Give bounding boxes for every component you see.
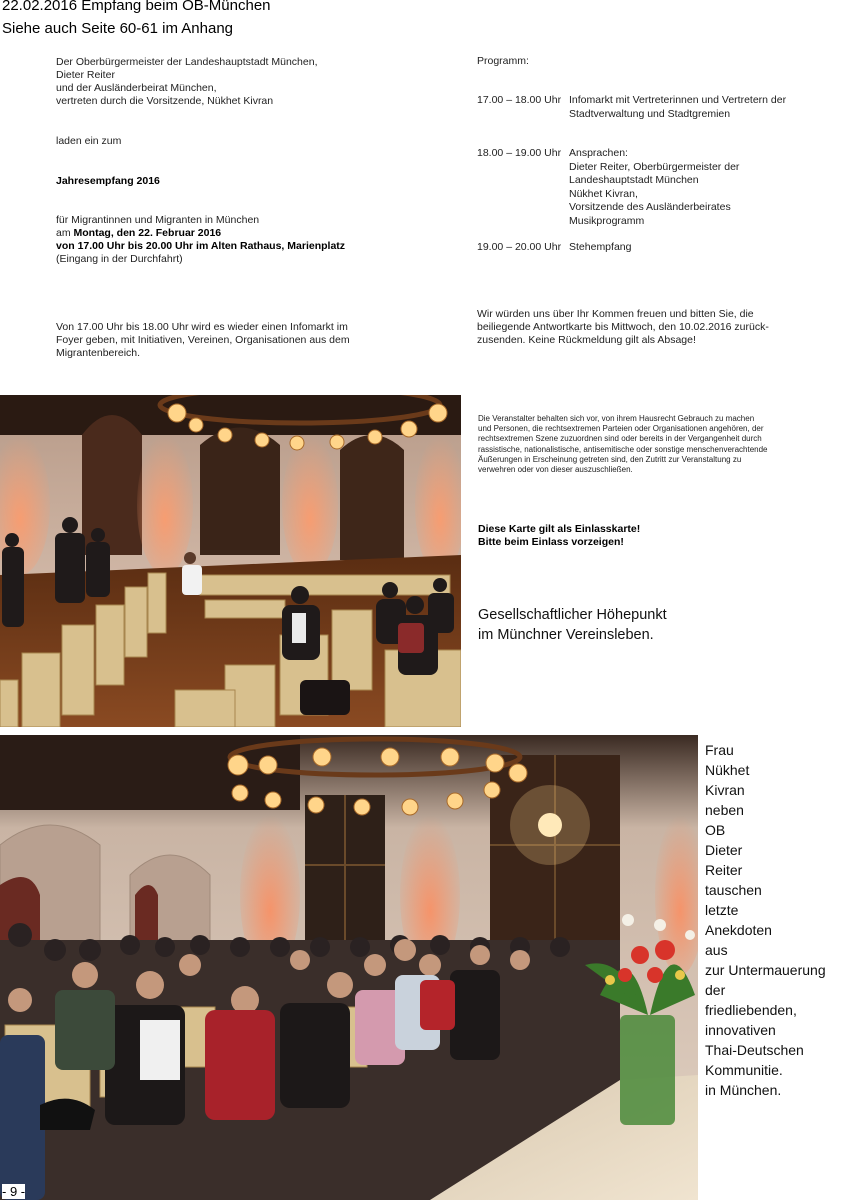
notice-line: und Personen, die rechtsextremen Parteien oder Organisationen angehören, der <box>478 424 764 434</box>
program-desc <box>569 241 631 255</box>
rsvp-line: beiliegende Antwortkarte bis Mittwoch, den 10.02.2016 zurück- <box>477 321 769 333</box>
infomarkt-block <box>56 321 350 360</box>
program-desc-line: Vorsitzende des Ausländerbeirates <box>569 201 731 213</box>
program-time: 19.00 – 20.00 Uhr <box>477 241 562 253</box>
page-title: 22.02.2016 Empfang beim OB-München <box>2 0 271 14</box>
invite-line: laden ein zum <box>56 135 122 147</box>
notice-line: Die Veranstalter behalten sich vor, von ihrem Hausrecht Gebrauch zu machen <box>478 414 755 423</box>
hall-photo-1 <box>0 395 461 727</box>
host-line: und der Ausländerbeirat München, <box>56 82 217 94</box>
date-prefix: am <box>56 227 74 239</box>
infomarkt-line: Migrantenbereich. <box>56 347 141 359</box>
host-line: vertreten durch die Vorsitzende, Nükhet Kivran <box>56 95 274 107</box>
program-desc-line: Ansprachen: <box>569 147 628 159</box>
program-desc <box>569 94 786 121</box>
infomarkt-line: Foyer geben, mit Initiativen, Vereinen, Organisationen aus dem <box>56 334 350 346</box>
program-desc <box>569 147 739 228</box>
entry-line: Bitte beim Einlass vorzeigen! <box>478 536 624 548</box>
program-desc-line: Infomarkt mit Vertreterinnen und Vertretern der <box>569 94 787 106</box>
caption-line: Frau <box>705 742 734 758</box>
entry-line: Diese Karte gilt als Einlasskarte! <box>478 523 641 535</box>
entrance-line: (Eingang in der Durchfahrt) <box>56 253 183 265</box>
highlight-text <box>478 606 667 645</box>
caption-line: Kivran <box>705 782 745 798</box>
infomarkt-line: Von 17.00 Uhr bis 18.00 Uhr wird es wieder einen Infomarkt im <box>56 321 348 333</box>
caption-line: aus <box>705 942 728 958</box>
entry-card-note <box>478 523 640 549</box>
highlight-line: im Münchner Vereinsleben. <box>478 626 654 643</box>
program-desc-line: Musikprogramm <box>569 214 645 227</box>
program-desc-line: Nükhet Kivran, <box>569 187 638 200</box>
rsvp-line: zusenden. Keine Rückmeldung gilt als Absage! <box>477 334 696 346</box>
caption-line: der <box>705 982 726 998</box>
caption-line: in München. <box>705 1082 782 1098</box>
notice-line: Äußerungen in Erscheinung getreten sind, den Zutritt zur Veranstaltung zu <box>478 454 742 464</box>
audience-line: für Migrantinnen und Migranten in München <box>56 214 260 226</box>
program-desc-line: Stehempfang <box>569 241 632 253</box>
house-rules-notice <box>478 414 823 475</box>
notice-line: rassistische, nationalistische, antisemitische oder sonstige menschenverachtende <box>478 444 768 454</box>
caption-line: Reiter <box>705 862 743 878</box>
caption-line: Thai-Deutschen <box>705 1042 804 1058</box>
caption-line: neben <box>705 802 744 818</box>
caption-line: zur Untermauerung <box>705 962 826 978</box>
time-place-line: von 17.00 Uhr bis 20.00 Uhr im Alten Rathaus, Marienplatz <box>56 240 346 252</box>
page-subtitle: Siehe auch Seite 60-61 im Anhang <box>2 20 233 37</box>
caption-line: letzte <box>705 902 739 918</box>
caption-line: Kommunitie. <box>705 1062 783 1078</box>
program-desc-line: Landeshauptstadt München <box>569 174 699 186</box>
photo-caption <box>705 740 826 1100</box>
program-desc-line: Dieter Reiter, Oberbürgermeister der <box>569 160 740 173</box>
rsvp-line: Wir würden uns über Ihr Kommen freuen und bitten Sie, die <box>477 308 754 320</box>
caption-line: innovativen <box>705 1022 776 1038</box>
event-details <box>56 214 345 266</box>
caption-line: Anekdoten <box>705 922 772 938</box>
event-name: Jahresempfang 2016 <box>56 175 160 187</box>
date-bold: Montag, den 22. Februar 2016 <box>73 227 222 239</box>
rsvp-block <box>477 308 769 347</box>
hall-photo-2 <box>0 735 698 1200</box>
notice-line: verwehren oder von dieser auszuschließen. <box>478 465 633 475</box>
host-block <box>56 56 317 108</box>
program-time: 18.00 – 19.00 Uhr <box>477 147 562 159</box>
caption-line: friedliebenden, <box>705 1002 797 1018</box>
date-line <box>56 227 345 240</box>
caption-line: Dieter <box>705 842 743 858</box>
caption-line: Nükhet <box>705 762 750 778</box>
program-time: 17.00 – 18.00 Uhr <box>477 94 562 106</box>
host-line: Dieter Reiter <box>56 69 115 81</box>
page-number: - 9 - <box>2 1184 26 1199</box>
highlight-line: Gesellschaftlicher Höhepunkt <box>478 607 667 623</box>
caption-line: tauschen <box>705 882 762 898</box>
program-heading: Programm: <box>477 55 529 67</box>
host-line: Der Oberbürgermeister der Landeshauptstadt München, <box>56 56 318 68</box>
hall-photo-2-drawing <box>0 735 698 1200</box>
caption-line: OB <box>705 822 726 838</box>
program-desc-line: Stadtverwaltung und Stadtgremien <box>569 107 731 120</box>
hall-photo-1-drawing <box>0 395 461 727</box>
notice-line: rechtsextremen Szene zuzuordnen sind oder bereits in der Vergangenheit durch <box>478 434 762 444</box>
